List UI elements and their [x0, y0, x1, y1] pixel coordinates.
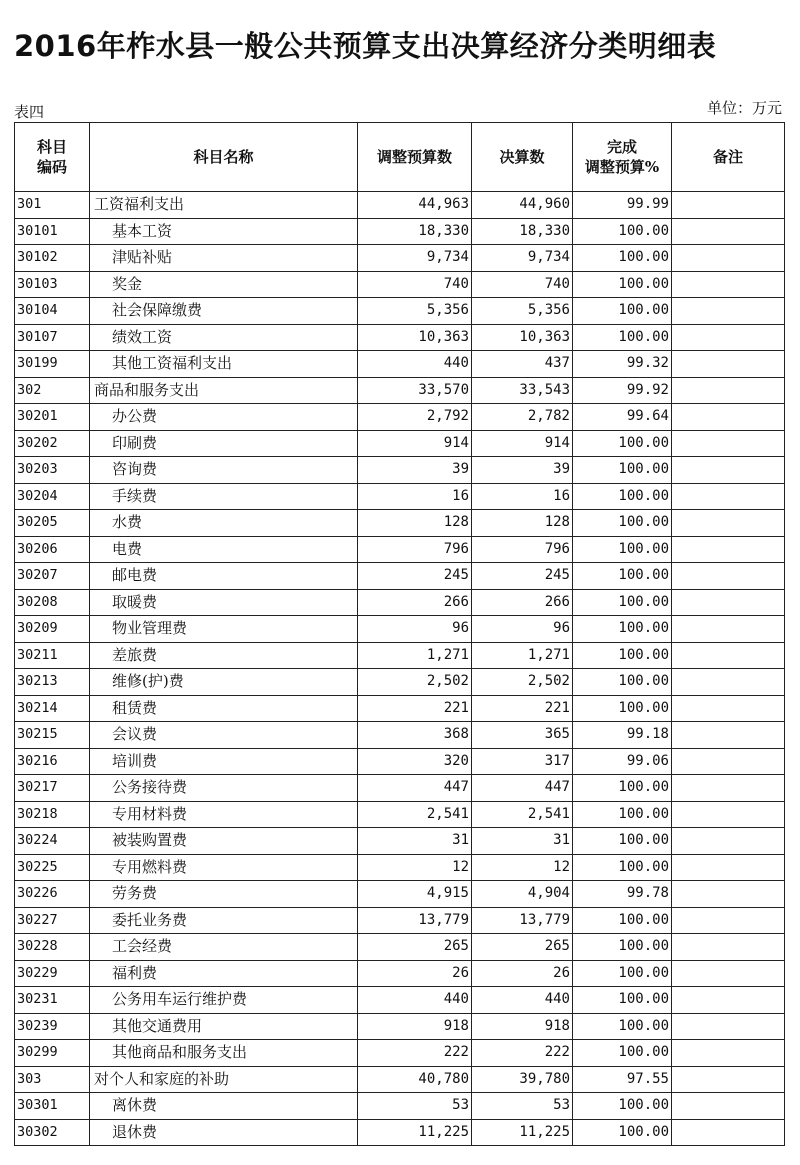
table-row	[15, 1093, 785, 1120]
row-remark	[672, 775, 785, 802]
row-final: 39,780	[472, 1066, 573, 1093]
table-row	[15, 351, 785, 378]
row-code: 30103	[15, 271, 90, 298]
row-rate: 100.00	[573, 1040, 672, 1067]
header-name: 科目名称	[90, 123, 358, 192]
row-final: 12	[472, 854, 573, 881]
header-code-line2: 编码	[36, 158, 67, 176]
row-remark	[672, 1040, 785, 1067]
row-rate: 97.55	[573, 1066, 672, 1093]
row-final: 96	[472, 616, 573, 643]
row-budget: 740	[358, 271, 472, 298]
row-name: 其他商品和服务支出	[90, 1040, 358, 1067]
header-final: 决算数	[472, 123, 573, 192]
expenditure-table	[14, 122, 785, 1146]
row-budget: 440	[358, 987, 472, 1014]
row-name: 其他交通费用	[90, 1013, 358, 1040]
row-remark	[672, 722, 785, 749]
row-remark	[672, 934, 785, 961]
table-row	[15, 907, 785, 934]
row-budget: 11,225	[358, 1119, 472, 1146]
row-name: 工会经费	[90, 934, 358, 961]
table-row	[15, 404, 785, 431]
table-row	[15, 1040, 785, 1067]
row-remark	[672, 192, 785, 219]
row-code: 302	[15, 377, 90, 404]
row-rate: 99.32	[573, 351, 672, 378]
row-code: 30218	[15, 801, 90, 828]
table-row	[15, 457, 785, 484]
row-rate: 100.00	[573, 457, 672, 484]
row-budget: 9,734	[358, 245, 472, 272]
header-remark: 备注	[672, 123, 785, 192]
table-row	[15, 430, 785, 457]
row-final: 265	[472, 934, 573, 961]
row-final: 796	[472, 536, 573, 563]
row-final: 2,502	[472, 669, 573, 696]
row-name: 咨询费	[90, 457, 358, 484]
row-final: 5,356	[472, 298, 573, 325]
row-remark	[672, 669, 785, 696]
row-code: 30199	[15, 351, 90, 378]
row-rate: 100.00	[573, 1093, 672, 1120]
row-final: 31	[472, 828, 573, 855]
table-header-row	[15, 123, 785, 192]
row-final: 33,543	[472, 377, 573, 404]
row-remark	[672, 298, 785, 325]
row-rate: 99.99	[573, 192, 672, 219]
row-final: 222	[472, 1040, 573, 1067]
row-rate: 99.92	[573, 377, 672, 404]
table-row	[15, 1119, 785, 1146]
row-name: 公务接待费	[90, 775, 358, 802]
table-row	[15, 377, 785, 404]
row-budget: 18,330	[358, 218, 472, 245]
row-remark	[672, 960, 785, 987]
row-final: 2,782	[472, 404, 573, 431]
row-remark	[672, 245, 785, 272]
row-final: 266	[472, 589, 573, 616]
row-final: 914	[472, 430, 573, 457]
row-final: 39	[472, 457, 573, 484]
row-final: 440	[472, 987, 573, 1014]
row-rate: 100.00	[573, 298, 672, 325]
row-rate: 100.00	[573, 960, 672, 987]
row-code: 30216	[15, 748, 90, 775]
row-budget: 4,915	[358, 881, 472, 908]
row-name: 会议费	[90, 722, 358, 749]
row-code: 30202	[15, 430, 90, 457]
table-row	[15, 536, 785, 563]
row-remark	[672, 1066, 785, 1093]
table-row	[15, 748, 785, 775]
row-name: 退休费	[90, 1119, 358, 1146]
row-rate: 100.00	[573, 907, 672, 934]
row-name: 被装购置费	[90, 828, 358, 855]
row-budget: 221	[358, 695, 472, 722]
row-name: 对个人和家庭的补助	[90, 1066, 358, 1093]
row-rate: 100.00	[573, 616, 672, 643]
row-budget: 2,792	[358, 404, 472, 431]
row-rate: 100.00	[573, 828, 672, 855]
row-budget: 53	[358, 1093, 472, 1120]
table-row	[15, 616, 785, 643]
row-code: 30101	[15, 218, 90, 245]
row-code: 30209	[15, 616, 90, 643]
row-rate: 100.00	[573, 695, 672, 722]
table-row	[15, 563, 785, 590]
row-rate: 100.00	[573, 987, 672, 1014]
row-name: 其他工资福利支出	[90, 351, 358, 378]
row-budget: 914	[358, 430, 472, 457]
table-row	[15, 775, 785, 802]
row-final: 918	[472, 1013, 573, 1040]
row-budget: 368	[358, 722, 472, 749]
row-remark	[672, 987, 785, 1014]
row-name: 物业管理费	[90, 616, 358, 643]
row-rate: 100.00	[573, 563, 672, 590]
row-rate: 100.00	[573, 245, 672, 272]
table-row	[15, 510, 785, 537]
row-final: 740	[472, 271, 573, 298]
row-rate: 100.00	[573, 510, 672, 537]
row-budget: 13,779	[358, 907, 472, 934]
row-budget: 447	[358, 775, 472, 802]
row-rate: 100.00	[573, 536, 672, 563]
row-final: 18,330	[472, 218, 573, 245]
table-row	[15, 245, 785, 272]
row-name: 租赁费	[90, 695, 358, 722]
row-name: 基本工资	[90, 218, 358, 245]
row-code: 30107	[15, 324, 90, 351]
row-budget: 796	[358, 536, 472, 563]
row-rate: 99.78	[573, 881, 672, 908]
row-final: 437	[472, 351, 573, 378]
row-name: 津贴补贴	[90, 245, 358, 272]
row-rate: 99.06	[573, 748, 672, 775]
row-remark	[672, 510, 785, 537]
row-rate: 100.00	[573, 642, 672, 669]
row-code: 30226	[15, 881, 90, 908]
row-code: 30104	[15, 298, 90, 325]
row-code: 301	[15, 192, 90, 219]
row-budget: 918	[358, 1013, 472, 1040]
header-code	[15, 123, 90, 192]
row-name: 手续费	[90, 483, 358, 510]
row-budget: 440	[358, 351, 472, 378]
row-code: 30299	[15, 1040, 90, 1067]
row-budget: 39	[358, 457, 472, 484]
row-remark	[672, 1119, 785, 1146]
row-remark	[672, 616, 785, 643]
row-rate: 100.00	[573, 801, 672, 828]
row-final: 10,363	[472, 324, 573, 351]
row-name: 公务用车运行维护费	[90, 987, 358, 1014]
row-final: 447	[472, 775, 573, 802]
row-name: 离休费	[90, 1093, 358, 1120]
row-code: 30208	[15, 589, 90, 616]
row-code: 30213	[15, 669, 90, 696]
table-body	[15, 192, 785, 1146]
row-name: 专用材料费	[90, 801, 358, 828]
row-budget: 12	[358, 854, 472, 881]
row-remark	[672, 271, 785, 298]
page-title: 2016年柞水县一般公共预算支出决算经济分类明细表	[14, 29, 717, 63]
row-final: 16	[472, 483, 573, 510]
row-name: 商品和服务支出	[90, 377, 358, 404]
row-rate: 100.00	[573, 483, 672, 510]
row-code: 30224	[15, 828, 90, 855]
table-row	[15, 483, 785, 510]
row-code: 303	[15, 1066, 90, 1093]
row-final: 221	[472, 695, 573, 722]
row-final: 128	[472, 510, 573, 537]
table-row	[15, 987, 785, 1014]
row-name: 电费	[90, 536, 358, 563]
row-code: 30231	[15, 987, 90, 1014]
row-rate: 100.00	[573, 589, 672, 616]
row-final: 2,541	[472, 801, 573, 828]
row-name: 印刷费	[90, 430, 358, 457]
row-name: 办公费	[90, 404, 358, 431]
row-rate: 100.00	[573, 324, 672, 351]
row-budget: 40,780	[358, 1066, 472, 1093]
row-name: 劳务费	[90, 881, 358, 908]
row-remark	[672, 324, 785, 351]
row-remark	[672, 907, 785, 934]
row-budget: 245	[358, 563, 472, 590]
row-remark	[672, 536, 785, 563]
row-remark	[672, 404, 785, 431]
row-code: 30225	[15, 854, 90, 881]
row-remark	[672, 589, 785, 616]
row-remark	[672, 1013, 785, 1040]
row-final: 1,271	[472, 642, 573, 669]
row-code: 30215	[15, 722, 90, 749]
table-row	[15, 722, 785, 749]
row-rate: 100.00	[573, 1119, 672, 1146]
row-remark	[672, 351, 785, 378]
row-code: 30211	[15, 642, 90, 669]
row-remark	[672, 377, 785, 404]
row-name: 福利费	[90, 960, 358, 987]
row-code: 30102	[15, 245, 90, 272]
row-remark	[672, 881, 785, 908]
row-remark	[672, 642, 785, 669]
header-rate	[573, 123, 672, 192]
row-name: 专用燃料费	[90, 854, 358, 881]
table-row	[15, 324, 785, 351]
row-rate: 100.00	[573, 271, 672, 298]
row-code: 30227	[15, 907, 90, 934]
row-final: 11,225	[472, 1119, 573, 1146]
row-remark	[672, 854, 785, 881]
row-rate: 100.00	[573, 669, 672, 696]
table-row	[15, 854, 785, 881]
row-final: 245	[472, 563, 573, 590]
table-row	[15, 1013, 785, 1040]
unit-label: 单位：万元	[706, 99, 782, 117]
table-row	[15, 695, 785, 722]
row-rate: 99.18	[573, 722, 672, 749]
row-final: 317	[472, 748, 573, 775]
row-remark	[672, 457, 785, 484]
row-code: 30301	[15, 1093, 90, 1120]
row-name: 社会保障缴费	[90, 298, 358, 325]
row-remark	[672, 563, 785, 590]
row-rate: 100.00	[573, 854, 672, 881]
header-code-line1: 科目	[36, 138, 67, 156]
table-row	[15, 881, 785, 908]
table-row	[15, 642, 785, 669]
row-budget: 1,271	[358, 642, 472, 669]
row-code: 30217	[15, 775, 90, 802]
table-row	[15, 192, 785, 219]
row-budget: 320	[358, 748, 472, 775]
row-remark	[672, 218, 785, 245]
row-final: 365	[472, 722, 573, 749]
row-code: 30201	[15, 404, 90, 431]
table-row	[15, 271, 785, 298]
row-budget: 128	[358, 510, 472, 537]
row-remark	[672, 828, 785, 855]
table-row	[15, 218, 785, 245]
row-name: 奖金	[90, 271, 358, 298]
row-rate: 100.00	[573, 430, 672, 457]
row-name: 邮电费	[90, 563, 358, 590]
row-budget: 31	[358, 828, 472, 855]
row-code: 30204	[15, 483, 90, 510]
row-name: 委托业务费	[90, 907, 358, 934]
row-final: 13,779	[472, 907, 573, 934]
row-remark	[672, 430, 785, 457]
row-budget: 5,356	[358, 298, 472, 325]
table-row	[15, 1066, 785, 1093]
row-budget: 26	[358, 960, 472, 987]
row-name: 培训费	[90, 748, 358, 775]
row-rate: 100.00	[573, 218, 672, 245]
row-code: 30302	[15, 1119, 90, 1146]
row-code: 30205	[15, 510, 90, 537]
row-budget: 10,363	[358, 324, 472, 351]
row-rate: 100.00	[573, 1013, 672, 1040]
table-row	[15, 960, 785, 987]
row-budget: 2,502	[358, 669, 472, 696]
table-number: 表四	[14, 103, 45, 121]
row-code: 30229	[15, 960, 90, 987]
row-remark	[672, 801, 785, 828]
row-rate: 100.00	[573, 934, 672, 961]
row-name: 水费	[90, 510, 358, 537]
header-rate-line1: 完成	[606, 138, 637, 156]
row-code: 30207	[15, 563, 90, 590]
row-code: 30228	[15, 934, 90, 961]
row-code: 30214	[15, 695, 90, 722]
row-budget: 222	[358, 1040, 472, 1067]
header-rate-line2: 调整预算%	[584, 158, 660, 176]
row-code: 30203	[15, 457, 90, 484]
row-code: 30239	[15, 1013, 90, 1040]
row-budget: 266	[358, 589, 472, 616]
row-name: 差旅费	[90, 642, 358, 669]
row-rate: 99.64	[573, 404, 672, 431]
table-row	[15, 669, 785, 696]
row-remark	[672, 748, 785, 775]
row-final: 53	[472, 1093, 573, 1120]
row-name: 绩效工资	[90, 324, 358, 351]
table-row	[15, 828, 785, 855]
row-budget: 33,570	[358, 377, 472, 404]
table-row	[15, 589, 785, 616]
row-name: 工资福利支出	[90, 192, 358, 219]
table-row	[15, 298, 785, 325]
row-budget: 2,541	[358, 801, 472, 828]
table-row	[15, 934, 785, 961]
row-name: 取暖费	[90, 589, 358, 616]
row-final: 4,904	[472, 881, 573, 908]
row-budget: 44,963	[358, 192, 472, 219]
row-final: 44,960	[472, 192, 573, 219]
row-final: 26	[472, 960, 573, 987]
table-row	[15, 801, 785, 828]
row-rate: 100.00	[573, 775, 672, 802]
header-budget: 调整预算数	[358, 123, 472, 192]
row-remark	[672, 1093, 785, 1120]
row-budget: 265	[358, 934, 472, 961]
row-final: 9,734	[472, 245, 573, 272]
row-remark	[672, 695, 785, 722]
row-remark	[672, 483, 785, 510]
row-budget: 16	[358, 483, 472, 510]
row-name: 维修(护)费	[90, 669, 358, 696]
row-budget: 96	[358, 616, 472, 643]
row-code: 30206	[15, 536, 90, 563]
